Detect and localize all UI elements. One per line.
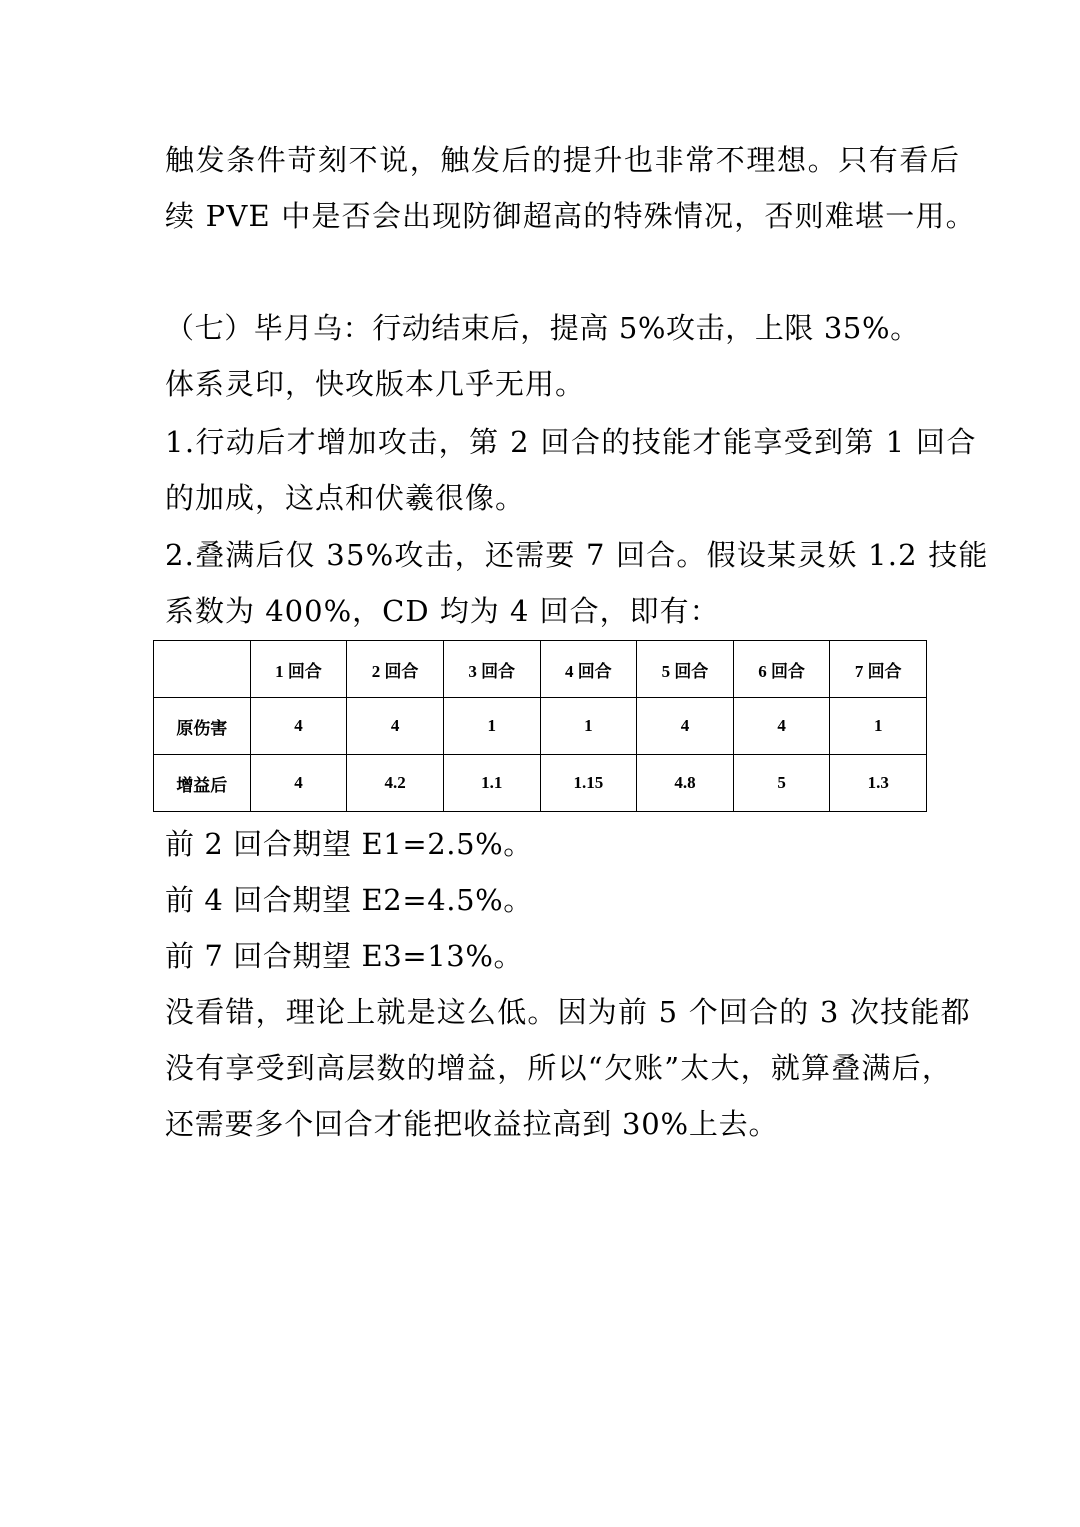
table-cell: 1 回合	[250, 641, 347, 698]
table-cell: 2 回合	[347, 641, 444, 698]
text-line: 前 4 回合期望 E2=4.5%。	[165, 883, 533, 917]
section-heading: （七）毕月乌：行动结束后，提高 5%攻击，上限 35%。	[165, 311, 920, 345]
text-line: 的加成，这点和伏羲很像。	[165, 481, 526, 515]
table-cell: 4	[347, 698, 444, 755]
table-row	[154, 698, 927, 755]
table-cell: 1	[540, 698, 637, 755]
table-cell: 1.1	[443, 755, 540, 812]
table-cell: 4.8	[637, 755, 734, 812]
text-line: 系数为 400%，CD 均为 4 回合，即有：	[165, 594, 720, 628]
table-cell: 7 回合	[830, 641, 927, 698]
text-line: 前 2 回合期望 E1=2.5%。	[165, 827, 533, 861]
table-cell: 6 回合	[733, 641, 830, 698]
table-cell	[154, 641, 251, 698]
table-cell: 5 回合	[637, 641, 734, 698]
text-line: 还需要多个回合才能把收益拉高到 30%上去。	[165, 1107, 779, 1141]
table-cell: 1.15	[540, 755, 637, 812]
table-cell: 4	[637, 698, 734, 755]
text-line: 1.行动后才增加攻击，第 2 回合的技能才能享受到第 1 回合	[165, 425, 977, 459]
table-cell: 1	[830, 698, 927, 755]
table-cell: 增益后	[154, 755, 251, 812]
text-line: 触发条件苛刻不说，触发后的提升也非常不理想。只有看后	[165, 143, 961, 177]
table-cell: 原伤害	[154, 698, 251, 755]
text-line: 2.叠满后仅 35%攻击，还需要 7 回合。假设某灵妖 1.2 技能	[165, 538, 989, 572]
table-row	[154, 755, 927, 812]
text-line: 体系灵印，快攻版本几乎无用。	[165, 367, 586, 401]
table-cell: 3 回合	[443, 641, 540, 698]
table-cell: 1.3	[830, 755, 927, 812]
text-line: 前 7 回合期望 E3=13%。	[165, 939, 524, 973]
table-cell: 4.2	[347, 755, 444, 812]
table-cell: 5	[733, 755, 830, 812]
table-cell: 4	[250, 698, 347, 755]
text-line: 没看错，理论上就是这么低。因为前 5 个回合的 3 次技能都	[165, 995, 971, 1029]
table-cell: 1	[443, 698, 540, 755]
table-cell: 4 回合	[540, 641, 637, 698]
damage-table	[153, 640, 927, 812]
table-cell: 4	[733, 698, 830, 755]
text-line: 没有享受到高层数的增益，所以“欠账”太大，就算叠满后，	[165, 1051, 953, 1085]
table-header-row	[154, 641, 927, 698]
table-cell: 4	[250, 755, 347, 812]
text-line: 续 PVE 中是否会出现防御超高的特殊情况，否则难堪一用。	[165, 199, 976, 233]
